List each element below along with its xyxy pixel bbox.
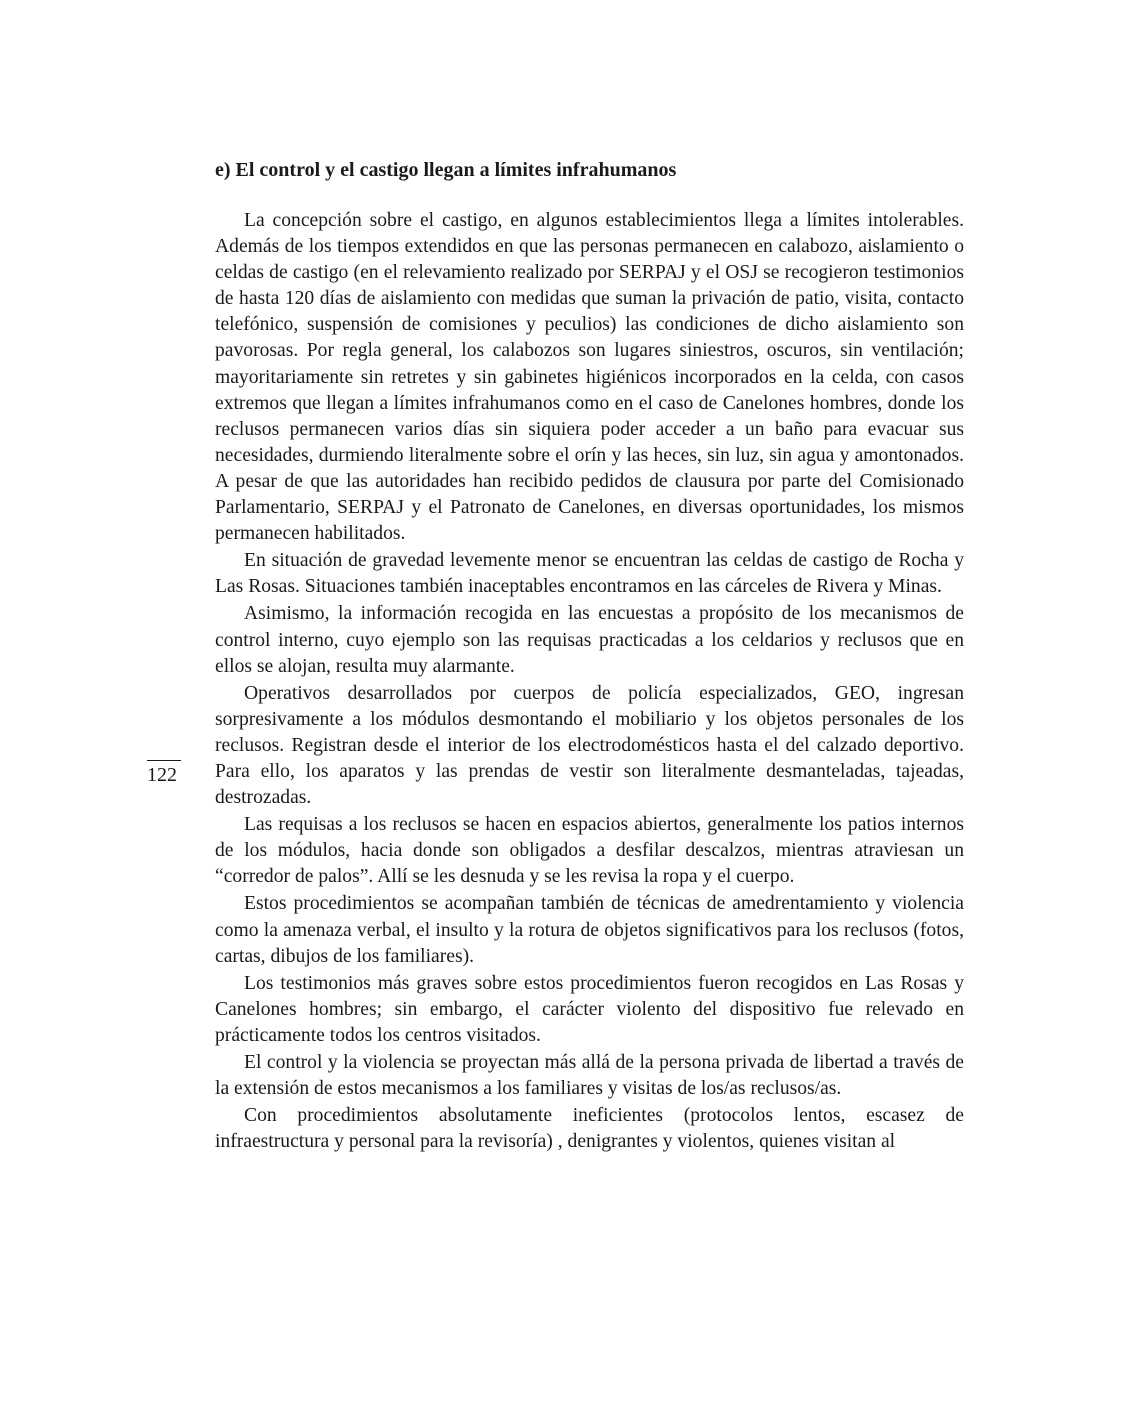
paragraph: Estos procedimientos se acompañan también de técnicas de amedrentamiento y violencia como la amenaza verbal, el insulto y la rotura de objetos significativos para los reclusos (fotos, cartas, dibujos de los familiares). bbox=[215, 893, 964, 967]
paragraph: Operativos desarrollados por cuerpos de policía especializados, GEO, ingresan sorpresivamente a los módulos desmontando el mobiliario y los objetos personales de los reclusos. Registran desde el interior de los electrodomésticos hasta el del calzado deportivo. Para ello, los aparatos y las prendas de vestir son literalmente desmanteladas, tajeadas, destrozadas. bbox=[215, 682, 964, 809]
page-number-rule bbox=[147, 760, 181, 761]
paragraph: La concepción sobre el castigo, en algunos establecimientos llega a límites intolerables. Además de los tiempos extendidos en que las personas permanecen en calabozo, aislamiento o celdas de castigo (en el relevamiento realizado por SERPAJ y el OSJ se recogieron testimonios de hasta 120 días de aislamiento con medidas que suman la privación de patio, visita, contacto telefónico, suspensión de comisiones y peculios) las condiciones de dicho aislamiento son pavorosas. Por regla general, los calabozos son lugares siniestros, oscuros, sin ventilación; mayoritariamente sin retretes y sin gabinetes higiénicos incorporados en la celda, con casos extremos que llegan a límites infrahumanos como en el caso de Canelones hombres, donde los reclusos permanecen varios días sin siquiera poder acceder a un baño para evacuar sus necesidades, durmiendo literalmente sobre el orín y las heces, sin luz, sin agua y amontonados. A pesar de que las autoridades han recibido pedidos de clausura por parte del Comisionado Parlamentario, SERPAJ y el Patronato de Canelones, en diversas oportunidades, los mismos permanecen habilitados. bbox=[215, 210, 964, 545]
body-text bbox=[215, 208, 964, 1155]
paragraph: Asimismo, la información recogida en las encuestas a propósito de los mecanismos de control interno, cuyo ejemplo son las requisas practicadas a los celdarios y reclusos que en ellos se alojan, resulta muy alarmante. bbox=[215, 603, 964, 677]
paragraph: El control y la violencia se proyectan más allá de la persona privada de libertad a través de la extensión de estos mecanismos a los familiares y visitas de los/as reclusos/as. bbox=[215, 1052, 964, 1100]
paragraph: Con procedimientos absolutamente ineficientes (protocolos lentos, escasez de infraestructura y personal para la revisoría) , denigrantes y violentos, quienes visitan al bbox=[215, 1105, 964, 1153]
paragraph: Las requisas a los reclusos se hacen en espacios abiertos, generalmente los patios internos de los módulos, hacia donde son obligados a desfilar descalzos, mientras atraviesan un “corredor de palos”. Allí se les desnuda y se les revisa la ropa y el cuerpo. bbox=[215, 814, 964, 888]
section-heading: e) El control y el castigo llegan a límites infrahumanos bbox=[215, 159, 677, 181]
paragraph: Los testimonios más graves sobre estos procedimientos fueron recogidos en Las Rosas y Canelones hombres; sin embargo, el carácter violento del dispositivo fue relevado en prácticamente todos los centros visitados. bbox=[215, 972, 964, 1046]
paragraph: En situación de gravedad levemente menor se encuentran las celdas de castigo de Rocha y Las Rosas. Situaciones también inaceptables encontramos en las cárceles de Rivera y Minas. bbox=[215, 550, 964, 598]
page-number: 122 bbox=[147, 764, 177, 786]
